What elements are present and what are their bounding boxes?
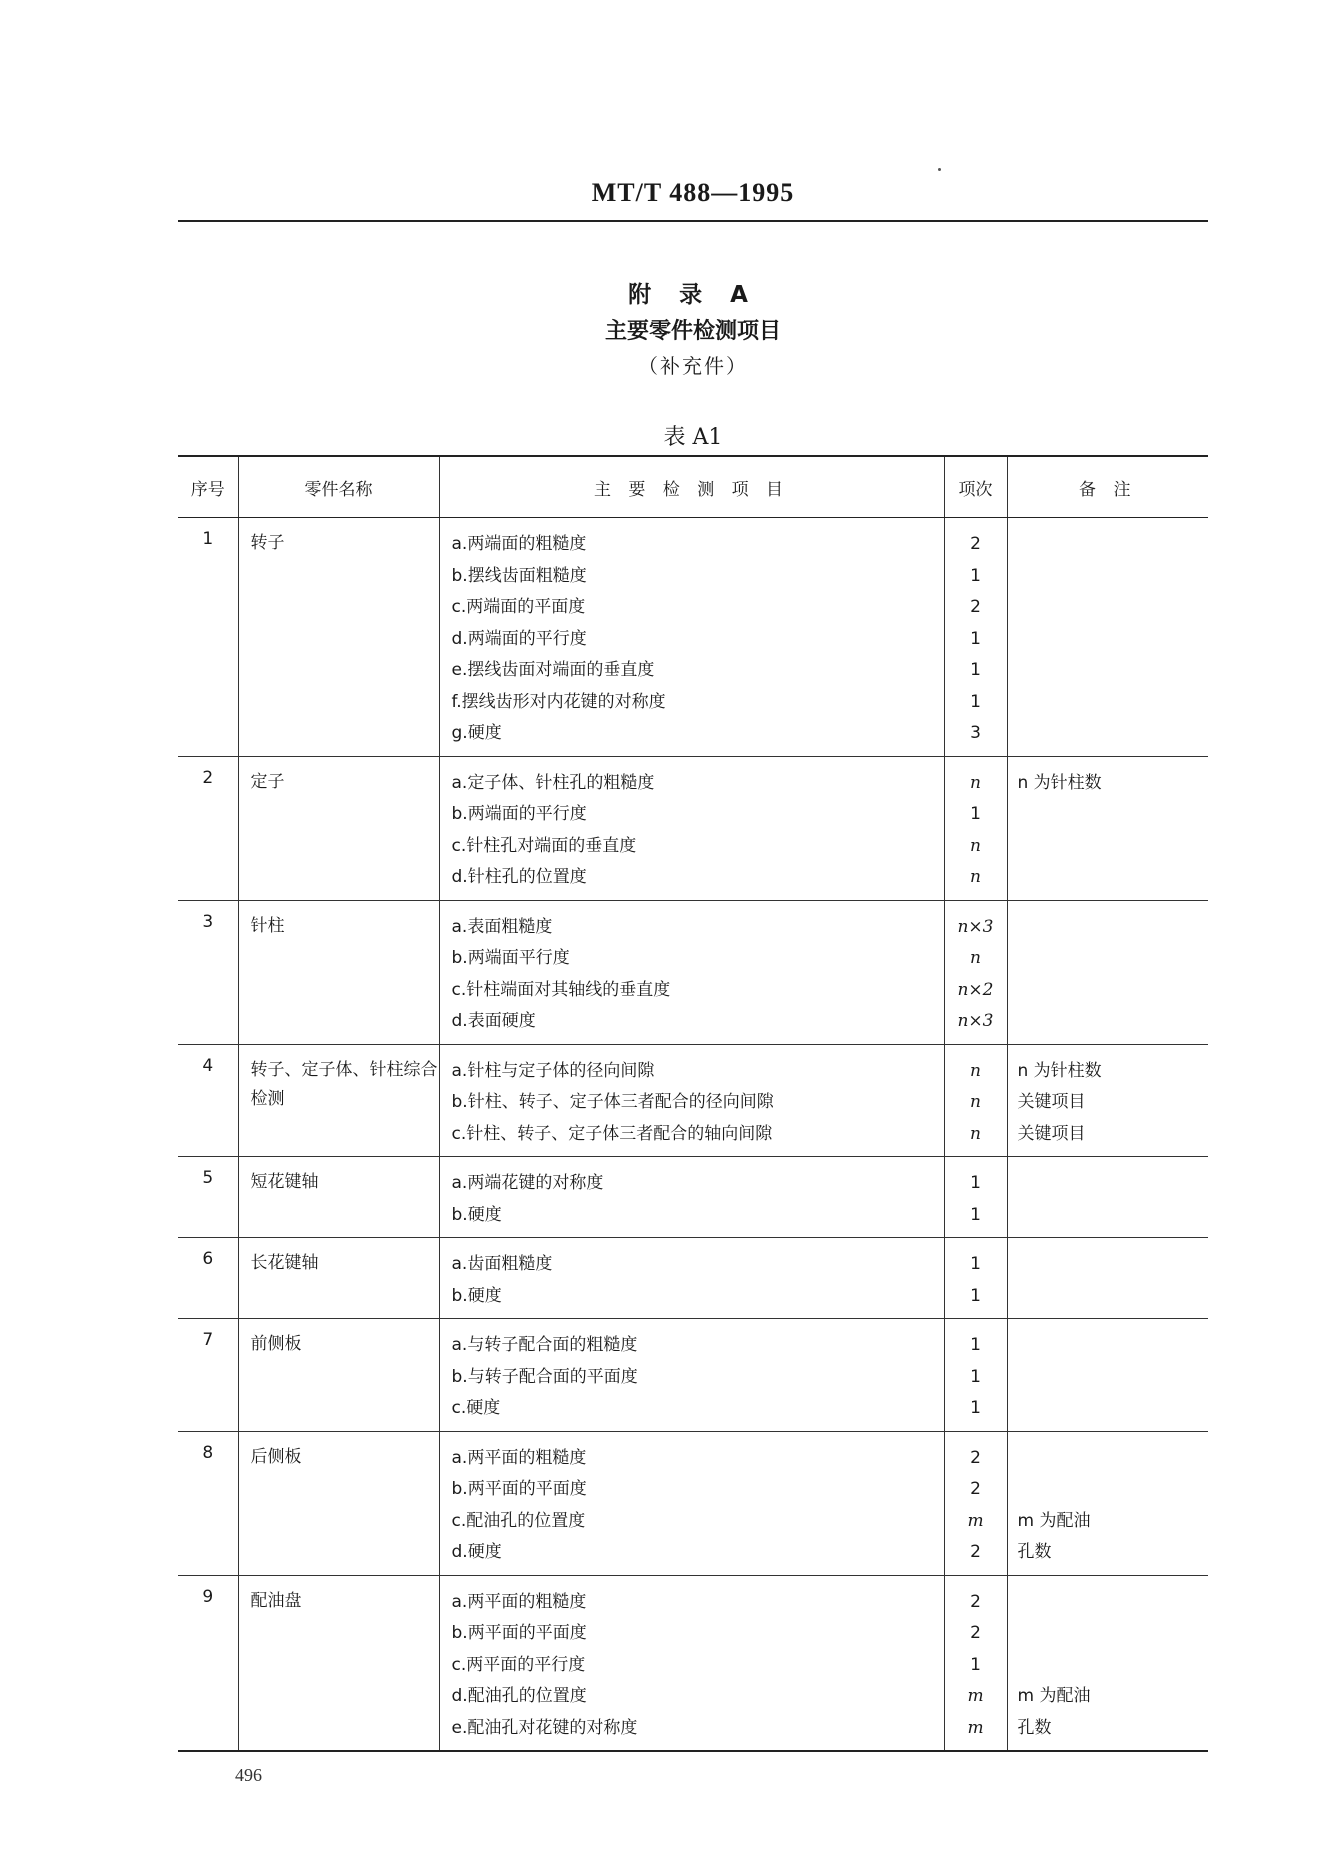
item-count: m xyxy=(967,1717,984,1738)
item-count: n×3 xyxy=(957,1011,994,1031)
part-name: 针柱 xyxy=(238,900,439,1044)
inspection-table xyxy=(178,455,1208,1752)
row-index: 9 xyxy=(178,1575,238,1751)
row-index: 5 xyxy=(178,1157,238,1238)
remark-line xyxy=(1018,529,1208,561)
item-count: 2 xyxy=(970,1479,981,1499)
remark-line xyxy=(1018,1006,1208,1038)
page-number: 496 xyxy=(235,1765,262,1785)
inspection-item: c.两平面的平行度 xyxy=(451,1654,586,1675)
remark-line xyxy=(1018,1393,1208,1425)
row-index: 2 xyxy=(178,756,238,900)
remark-line: 孔数 xyxy=(1017,1717,1052,1738)
inspection-item: a.两端花键的对称度 xyxy=(451,1173,604,1193)
item-count: 2 xyxy=(970,597,981,617)
inspection-item: d.两端面的平行度 xyxy=(451,628,587,649)
item-count: n xyxy=(970,835,981,856)
item-count: 3 xyxy=(970,723,981,743)
remarks xyxy=(1007,1431,1208,1575)
item-counts xyxy=(944,900,1007,1044)
remark-line xyxy=(1018,1200,1208,1232)
item-counts xyxy=(944,756,1007,900)
inspection-item: c.针柱端面对其轴线的垂直度 xyxy=(451,979,671,1000)
row-index: 3 xyxy=(178,900,238,1044)
remarks xyxy=(1007,1319,1208,1432)
remark-line xyxy=(1018,687,1208,719)
inspection-items xyxy=(439,900,944,1044)
item-count: 1 xyxy=(970,804,981,824)
inspection-items xyxy=(439,518,944,757)
remark-line xyxy=(1018,1474,1208,1506)
inspection-item: b.两端面平行度 xyxy=(451,948,570,968)
remark-line xyxy=(1018,1249,1208,1281)
inspection-items xyxy=(439,1238,944,1319)
table-body xyxy=(178,518,1208,1752)
table-row xyxy=(178,1431,1208,1575)
remark-line xyxy=(1018,1168,1208,1200)
inspection-item: d.配油孔的位置度 xyxy=(451,1686,587,1706)
column-header-count: 项次 xyxy=(944,456,1007,518)
annex-subtitle: 主要零件检测项目 xyxy=(604,319,781,344)
inspection-item: a.两端面的粗糙度 xyxy=(451,534,587,554)
remark-line xyxy=(1018,1618,1208,1650)
inspection-items xyxy=(439,1319,944,1432)
inspection-item: a.两平面的粗糙度 xyxy=(451,1591,587,1612)
part-name: 定子 xyxy=(238,756,439,900)
part-name: 短花键轴 xyxy=(238,1157,439,1238)
part-name: 长花键轴 xyxy=(238,1238,439,1319)
item-count: n xyxy=(970,948,981,968)
item-counts xyxy=(944,1157,1007,1238)
item-count: 1 xyxy=(970,1204,981,1225)
remark-line: 孔数 xyxy=(1017,1542,1052,1562)
remark-line: 关键项目 xyxy=(1017,1092,1086,1112)
inspection-item: f.摆线齿形对内花键的对称度 xyxy=(451,691,666,712)
remark-line xyxy=(1018,862,1208,894)
column-header-remarks: 备 注 xyxy=(1007,456,1208,518)
item-count: 1 xyxy=(970,1173,981,1193)
table-row xyxy=(178,1238,1208,1319)
item-count: n×3 xyxy=(957,916,994,937)
item-counts xyxy=(944,518,1007,757)
item-count: 2 xyxy=(970,534,981,554)
table-row xyxy=(178,518,1208,757)
part-name: 前侧板 xyxy=(238,1319,439,1432)
item-count: 1 xyxy=(970,1654,981,1675)
remark-line xyxy=(1018,655,1208,687)
row-index: 7 xyxy=(178,1319,238,1432)
table-header-row xyxy=(178,456,1208,518)
item-counts xyxy=(944,1431,1007,1575)
item-count: 1 xyxy=(970,1285,981,1306)
inspection-items xyxy=(439,756,944,900)
inspection-item: b.两平面的平面度 xyxy=(451,1623,587,1643)
remark-line: n 为针柱数 xyxy=(1017,1060,1102,1081)
remarks xyxy=(1007,1157,1208,1238)
item-count: n xyxy=(970,1060,981,1081)
part-name: 配油盘 xyxy=(238,1575,439,1751)
inspection-item: a.齿面粗糙度 xyxy=(451,1254,553,1274)
part-name: 转子、定子体、针柱综合检测 xyxy=(238,1044,439,1157)
remark-line xyxy=(1018,1281,1208,1313)
remarks xyxy=(1007,900,1208,1044)
row-index: 1 xyxy=(178,518,238,757)
inspection-item: d.表面硬度 xyxy=(451,1011,536,1031)
standard-code: MT/T 488—1995 xyxy=(591,178,795,207)
table-caption: 表 A1 xyxy=(663,425,723,450)
part-name: 后侧板 xyxy=(238,1431,439,1575)
item-counts xyxy=(944,1319,1007,1432)
remarks xyxy=(1007,1575,1208,1751)
inspection-item: c.针柱、转子、定子体三者配合的轴向间隙 xyxy=(451,1123,773,1144)
inspection-item: a.与转子配合面的粗糙度 xyxy=(451,1335,638,1355)
remark-line xyxy=(1018,975,1208,1007)
remark-line xyxy=(1018,592,1208,624)
item-count: n xyxy=(970,1092,981,1112)
remark-line xyxy=(1018,624,1208,656)
remarks xyxy=(1007,1238,1208,1319)
inspection-item: b.针柱、转子、定子体三者配合的径向间隙 xyxy=(451,1092,774,1112)
table-row xyxy=(178,756,1208,900)
item-count: 2 xyxy=(970,1542,981,1562)
item-count: n xyxy=(970,772,981,793)
table-row xyxy=(178,1319,1208,1432)
inspection-item: c.针柱孔对端面的垂直度 xyxy=(451,835,637,856)
header-rule xyxy=(178,220,1208,222)
remark-line: n 为针柱数 xyxy=(1017,772,1102,793)
remark-line xyxy=(1018,718,1208,750)
annex-note: （补充件） xyxy=(638,354,748,378)
inspection-items xyxy=(439,1575,944,1751)
table-row xyxy=(178,1575,1208,1751)
item-count: 1 xyxy=(970,565,981,586)
inspection-item: b.两平面的平面度 xyxy=(451,1479,587,1499)
item-count: 1 xyxy=(970,660,981,680)
inspection-item: d.硬度 xyxy=(451,1542,502,1562)
row-index: 8 xyxy=(178,1431,238,1575)
remark-line: m 为配油 xyxy=(1017,1510,1091,1531)
remark-line xyxy=(1018,1587,1208,1619)
scan-speck xyxy=(938,168,941,171)
item-count: m xyxy=(967,1686,984,1706)
inspection-item: b.两端面的平行度 xyxy=(451,804,587,824)
table-row xyxy=(178,1044,1208,1157)
remarks xyxy=(1007,756,1208,900)
remark-line xyxy=(1018,1650,1208,1682)
inspection-item: c.硬度 xyxy=(451,1398,501,1418)
inspection-item: a.定子体、针柱孔的粗糙度 xyxy=(451,772,655,793)
remark-line: m 为配油 xyxy=(1017,1686,1091,1706)
inspection-item: a.表面粗糙度 xyxy=(451,916,553,937)
inspection-item: a.两平面的粗糙度 xyxy=(451,1447,587,1468)
table-row xyxy=(178,1157,1208,1238)
item-counts xyxy=(944,1575,1007,1751)
remarks xyxy=(1007,1044,1208,1157)
inspection-item: c.配油孔的位置度 xyxy=(451,1510,586,1531)
item-count: n xyxy=(970,867,981,887)
remark-line xyxy=(1018,943,1208,975)
item-counts xyxy=(944,1044,1007,1157)
remark-line xyxy=(1018,1443,1208,1475)
item-count: 2 xyxy=(970,1623,981,1643)
remark-line xyxy=(1018,561,1208,593)
row-index: 4 xyxy=(178,1044,238,1157)
item-count: 1 xyxy=(970,1366,981,1387)
inspection-item: d.针柱孔的位置度 xyxy=(451,867,587,887)
inspection-items xyxy=(439,1157,944,1238)
item-count: 2 xyxy=(970,1447,981,1468)
inspection-item: g.硬度 xyxy=(451,723,502,743)
part-name: 转子 xyxy=(238,518,439,757)
inspection-item: e.摆线齿面对端面的垂直度 xyxy=(451,660,655,680)
inspection-item: b.硬度 xyxy=(451,1285,502,1306)
row-index: 6 xyxy=(178,1238,238,1319)
inspection-item: e.配油孔对花键的对称度 xyxy=(451,1717,638,1738)
item-count: 1 xyxy=(970,628,981,649)
item-count: 1 xyxy=(970,1335,981,1355)
column-header-part-name: 零件名称 xyxy=(238,456,439,518)
remark-line xyxy=(1018,912,1208,944)
item-count: n×2 xyxy=(957,979,994,1000)
remark-line xyxy=(1018,1362,1208,1394)
remark-line: 关键项目 xyxy=(1017,1123,1086,1144)
inspection-item: a.针柱与定子体的径向间隙 xyxy=(451,1060,655,1081)
remarks xyxy=(1007,518,1208,757)
item-count: 2 xyxy=(970,1591,981,1612)
inspection-item: c.两端面的平面度 xyxy=(451,597,586,617)
item-count: 1 xyxy=(970,1254,981,1274)
item-count: 1 xyxy=(970,691,981,712)
inspection-item: b.硬度 xyxy=(451,1204,502,1225)
column-header-index: 序号 xyxy=(178,456,238,518)
remark-line xyxy=(1018,799,1208,831)
item-count: m xyxy=(967,1510,984,1531)
item-count: n xyxy=(970,1123,981,1144)
inspection-items xyxy=(439,1044,944,1157)
column-header-inspection-items: 主 要 检 测 项 目 xyxy=(439,456,944,518)
item-count: 1 xyxy=(970,1398,981,1418)
remark-line xyxy=(1018,1330,1208,1362)
table-row xyxy=(178,900,1208,1044)
inspection-item: b.与转子配合面的平面度 xyxy=(451,1366,638,1387)
item-counts xyxy=(944,1238,1007,1319)
annex-title: 附 录 A xyxy=(628,282,758,308)
remark-line xyxy=(1018,831,1208,863)
inspection-item: b.摆线齿面粗糙度 xyxy=(451,565,587,586)
inspection-items xyxy=(439,1431,944,1575)
